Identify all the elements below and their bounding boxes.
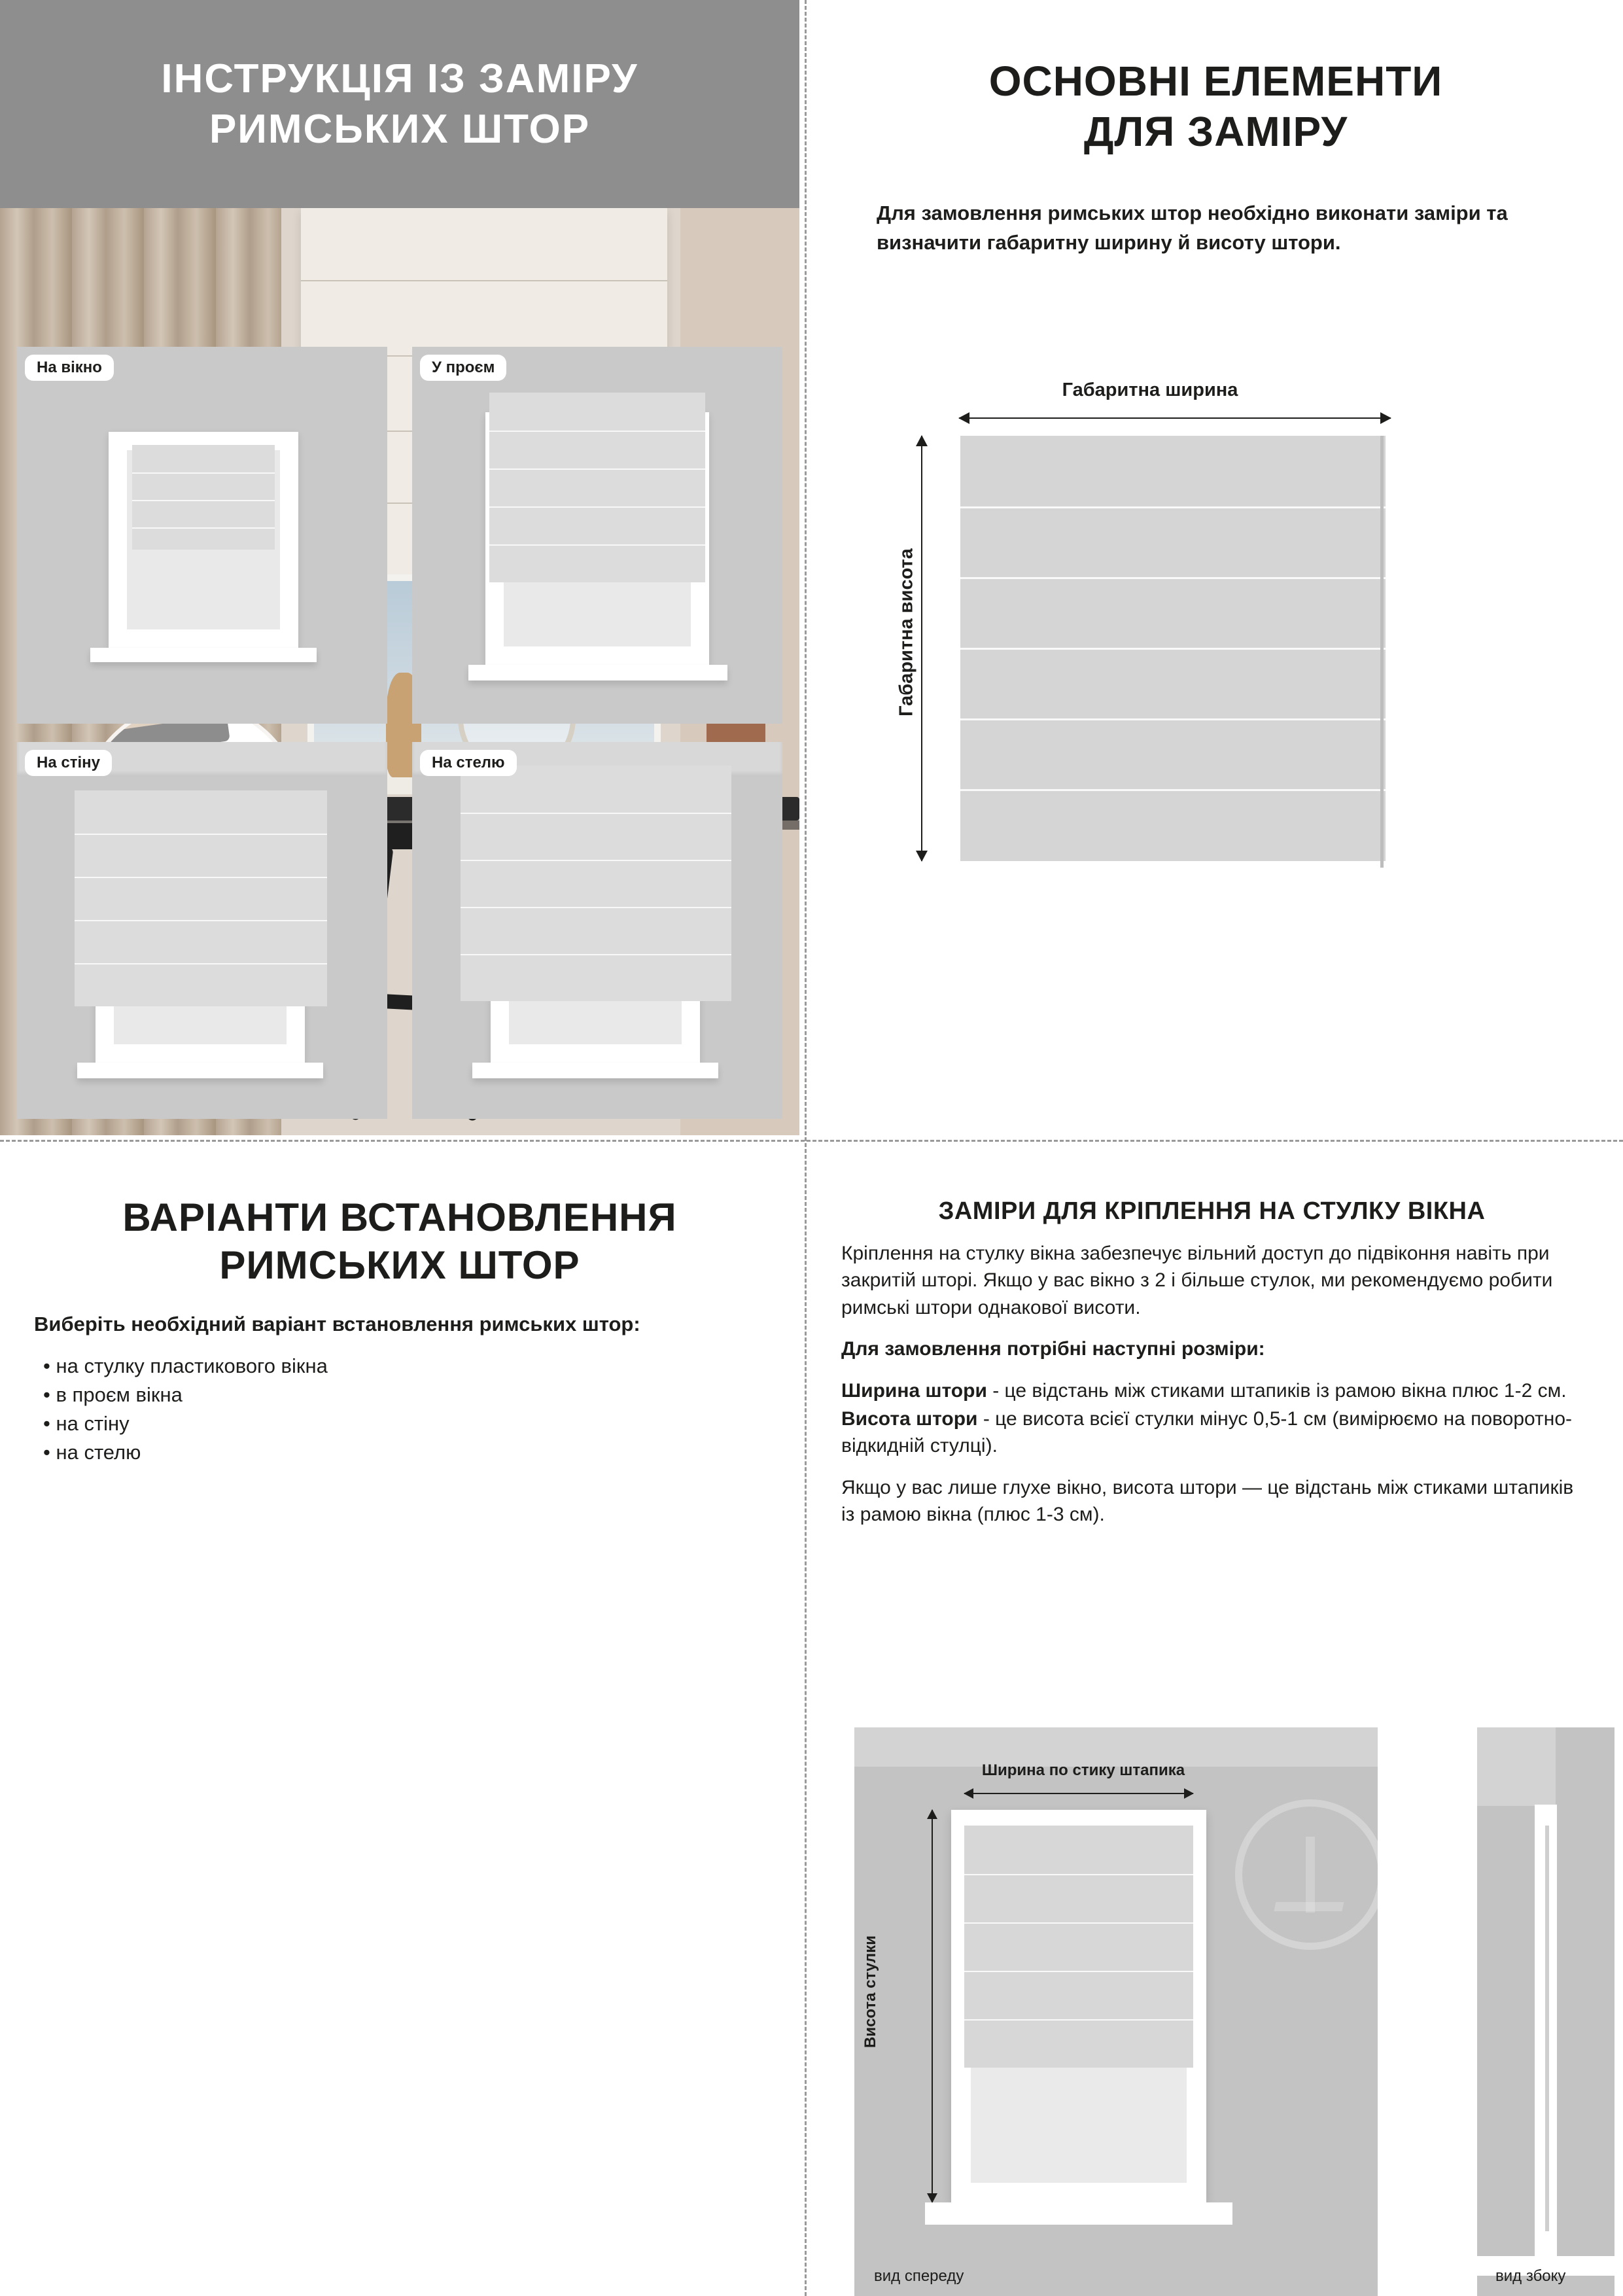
instruction-title-line1: ІНСТРУКЦІЯ ІЗ ЗАМІРУ: [161, 56, 638, 101]
main-elements-title-line1: ОСНОВНІ ЕЛЕМЕНТИ: [988, 58, 1443, 105]
installation-title-line1: ВАРІАНТИ ВСТАНОВЛЕННЯ: [122, 1195, 677, 1239]
overall-width-label: Габаритна ширина: [1062, 380, 1238, 400]
main-elements-title-line2: ДЛЯ ЗАМІРУ: [1083, 107, 1348, 155]
installation-example-on-wall: [17, 742, 387, 1119]
sash-height-label: Висота стулки: [862, 1935, 879, 2049]
sash-measurement-paragraph-1: Кріплення на стулку вікна забезпечує вільний доступ до підвіконня навіть при закритій шторі. Якщо у вас вікно з 2 і більше стулок, ми рекомендуємо робити римські штори однакової висоти.: [841, 1243, 1553, 1318]
installation-examples-grid: [17, 347, 782, 1125]
height-desc: - це висота всієї стулки мінус 0,5-1 см (вимірюємо на поворотно-відкидній стулці).: [841, 1407, 1573, 1457]
main-elements-intro: Для замовлення римських штор необхідно виконати заміри та визначити габаритну ширину й висоту штори.: [877, 201, 1508, 254]
sash-height-arrow: [932, 1810, 933, 2202]
sash-measurement-height-rule: [841, 1405, 1582, 1460]
example-shade: [489, 393, 705, 582]
horizontal-divider: [0, 1140, 1623, 1142]
installation-option: • в проєм вікна: [43, 1381, 773, 1409]
diagram-shade: [960, 436, 1386, 861]
installation-example-in-recess: [412, 347, 782, 724]
side-view-label: вид збоку: [1495, 2267, 1566, 2285]
instruction-header-banner: [0, 0, 799, 208]
sash-width-label: Ширина по стику штапика: [981, 1761, 1185, 1779]
sash-measurement-width-rule: [841, 1377, 1582, 1404]
installation-example-on-sash: [17, 347, 387, 724]
installation-example-on-ceiling: [412, 742, 782, 1119]
example-shade: [132, 445, 275, 550]
overall-height-arrow: [921, 436, 922, 861]
installation-option: • на стіну: [43, 1409, 773, 1438]
installation-options-list: [43, 1352, 773, 1467]
instruction-title: [161, 54, 638, 155]
height-term: Висота штори: [841, 1407, 978, 1430]
example-shade: [75, 790, 327, 1006]
overall-height-label: Габаритна висота: [896, 548, 917, 716]
front-view-label: вид спереду: [874, 2267, 964, 2285]
example-shade: [461, 766, 731, 1001]
installation-option: • на стелю: [43, 1438, 773, 1467]
example-tag: У проєм: [420, 355, 506, 381]
installation-subtitle: Виберіть необхідний варіант встановлення римських штор:: [34, 1313, 640, 1336]
width-desc: - це відстань між стиками штапиків із рамою вікна плюс 1-2 см.: [986, 1379, 1567, 1402]
sash-measurement-diagram: [816, 1727, 1623, 2296]
main-elements-title: [854, 56, 1577, 157]
diagram-control-cord: [1380, 436, 1384, 868]
example-tag: На вікно: [25, 355, 114, 381]
overall-width-arrow: [959, 417, 1391, 419]
front-view-shade: [964, 1826, 1193, 2068]
installation-title-line2: РИМСЬКИХ ШТОР: [219, 1243, 580, 1288]
instruction-title-line2: РИМСЬКИХ ШТОР: [209, 107, 591, 152]
vertical-divider: [805, 0, 807, 2296]
overall-dimensions-diagram: [888, 380, 1412, 929]
example-tag: На стелю: [420, 750, 517, 776]
sash-width-arrow: [964, 1793, 1193, 1794]
width-term: Ширина штори: [841, 1379, 987, 1402]
front-view-panel: [854, 1727, 1378, 2296]
section-installation-options: [0, 1153, 799, 2296]
sash-measurement-required-sizes: Для замовлення потрібні наступні розміри:: [841, 1338, 1265, 1360]
sash-measurement-paragraph-3: Якщо у вас лише глухе вікно, висота штори — це відстань між стиками штапиків із рамою вікна (плюс 1-3 см).: [841, 1476, 1574, 1526]
side-view-panel: [1477, 1727, 1614, 2296]
installation-option: • на стулку пластикового вікна: [43, 1352, 773, 1381]
example-tag: На стіну: [25, 750, 112, 776]
installation-title: [26, 1193, 773, 1289]
sash-measurement-title: ЗАМІРИ ДЛЯ КРІПЛЕННЯ НА СТУЛКУ ВІКНА: [938, 1197, 1486, 1225]
